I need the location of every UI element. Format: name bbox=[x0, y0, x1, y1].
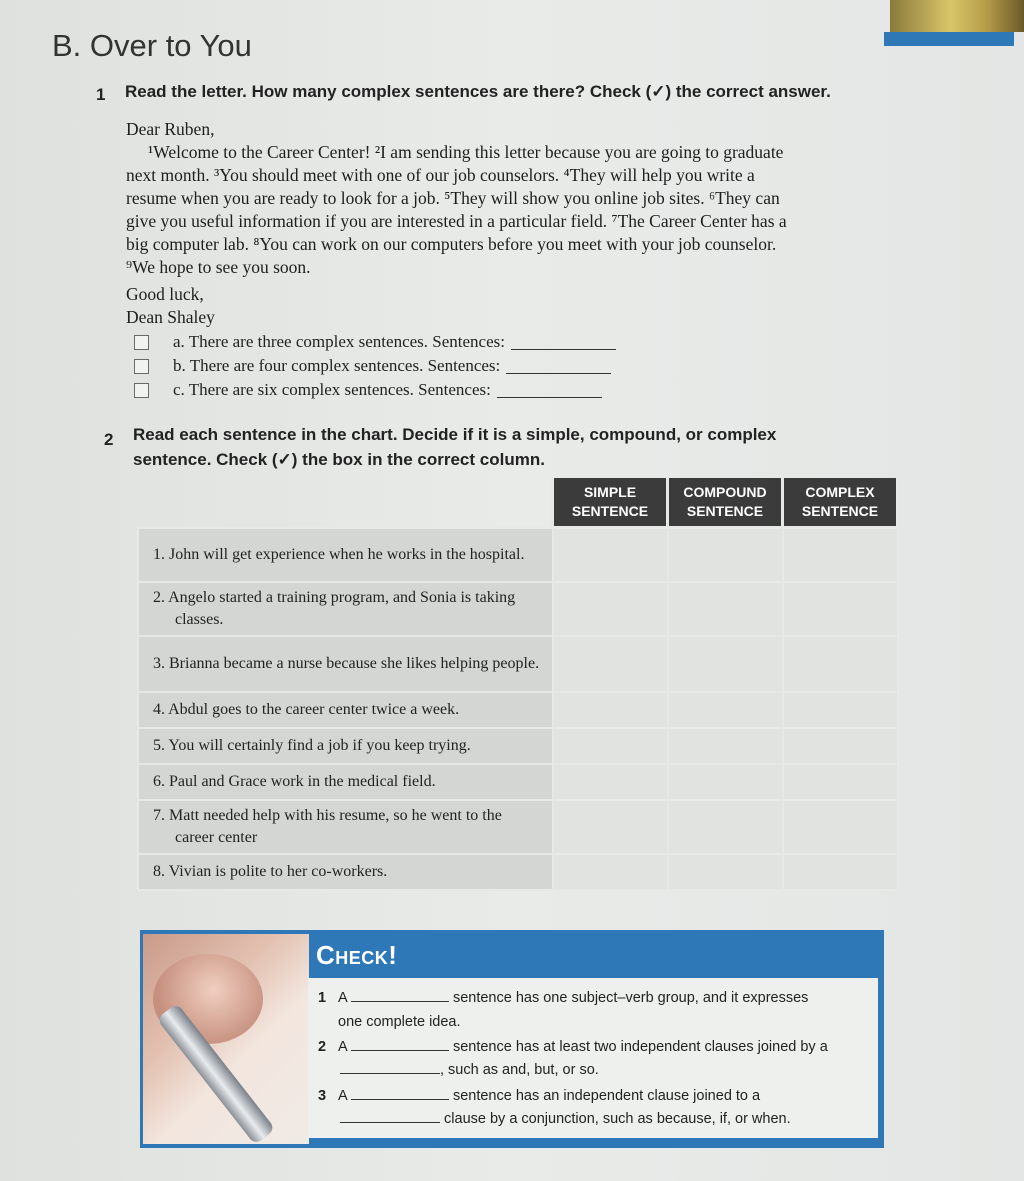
sentence-text: 5. You will certainly find a job if you keep trying. bbox=[153, 736, 471, 754]
compound-cell[interactable] bbox=[668, 728, 783, 764]
table-row bbox=[138, 528, 898, 582]
check-item-3: 3 A sentence has an independent clause joined to a bbox=[318, 1088, 761, 1104]
corner-photo bbox=[890, 0, 1024, 32]
simple-cell[interactable] bbox=[553, 764, 668, 800]
sentence-text: 1. John will get experience when he works in the hospital. bbox=[153, 545, 525, 563]
check-item-1-line2: one complete idea. bbox=[338, 1014, 461, 1030]
letter-line: ⁹We hope to see you soon. bbox=[126, 257, 311, 277]
option-b-checkbox[interactable] bbox=[134, 359, 149, 374]
question-1-number: 1 bbox=[96, 85, 106, 104]
complex-cell[interactable] bbox=[783, 582, 898, 636]
table-row bbox=[138, 692, 898, 728]
question-2-prompt-line1: Read each sentence in the chart. Decide if it is a simple, compound, or complex bbox=[133, 425, 777, 444]
sentence-text: 6. Paul and Grace work in the medical field. bbox=[153, 772, 436, 790]
complex-cell[interactable] bbox=[783, 854, 898, 890]
simple-cell[interactable] bbox=[553, 636, 668, 692]
check-2-blank-2[interactable] bbox=[340, 1061, 440, 1074]
corner-accent-bar bbox=[884, 32, 1014, 46]
table-row bbox=[138, 854, 898, 890]
complex-cell[interactable] bbox=[783, 800, 898, 854]
complex-cell[interactable] bbox=[783, 728, 898, 764]
letter-greeting: Dear Ruben, bbox=[126, 119, 215, 139]
option-a-checkbox[interactable] bbox=[134, 335, 149, 350]
section-title: B. Over to You bbox=[52, 28, 252, 63]
check-3-blank[interactable] bbox=[351, 1087, 449, 1100]
check-2-blank[interactable] bbox=[351, 1038, 449, 1051]
check-item-2-line2: , such as and, but, or so. bbox=[340, 1060, 599, 1080]
complex-cell[interactable] bbox=[783, 692, 898, 728]
compound-cell[interactable] bbox=[668, 582, 783, 636]
check-item-3-line2: clause by a conjunction, such as because, if, or when. bbox=[340, 1109, 791, 1129]
simple-cell[interactable] bbox=[553, 800, 668, 854]
letter-line: give you useful information if you are interested in a particular field. ⁷The Career Center has a bbox=[126, 211, 787, 231]
question-1-prompt: Read the letter. How many complex sentences are there? Check (✓) the correct answer. bbox=[125, 82, 831, 101]
check-item-2: 2 A sentence has at least two independent clauses joined by a bbox=[318, 1039, 828, 1055]
option-a-label: a. There are three complex sentences. Sentences: bbox=[173, 332, 505, 351]
letter-line: resume when you are ready to look for a job. ⁵They will show you online job sites. ⁶They can bbox=[126, 188, 780, 208]
compound-cell[interactable] bbox=[668, 636, 783, 692]
table-row bbox=[138, 728, 898, 764]
check-title: Check! bbox=[316, 940, 398, 970]
option-c-blank[interactable] bbox=[497, 383, 602, 398]
check-3-blank-2[interactable] bbox=[340, 1110, 440, 1123]
compound-cell[interactable] bbox=[668, 528, 783, 582]
sentence-text: 4. Abdul goes to the career center twice a week. bbox=[153, 700, 460, 718]
simple-cell[interactable] bbox=[553, 528, 668, 582]
check-item-1: 1 A sentence has one subject–verb group, and it expresses bbox=[318, 990, 809, 1006]
letter bbox=[126, 118, 886, 329]
check-content bbox=[308, 978, 878, 1138]
compound-cell[interactable] bbox=[668, 692, 783, 728]
compound-cell[interactable] bbox=[668, 800, 783, 854]
letter-line: big computer lab. ⁸You can work on our computers before you meet with your job counselor. bbox=[126, 234, 777, 254]
option-b-label: b. There are four complex sentences. Sentences: bbox=[173, 356, 501, 375]
sentence-text: 7. Matt needed help with his resume, so he went to the career center bbox=[153, 806, 502, 846]
simple-cell[interactable] bbox=[553, 728, 668, 764]
table-row bbox=[138, 636, 898, 692]
header-complex: COMPLEX SENTENCE bbox=[783, 478, 898, 528]
complex-cell[interactable] bbox=[783, 636, 898, 692]
table-row bbox=[138, 800, 898, 854]
compound-cell[interactable] bbox=[668, 854, 783, 890]
simple-cell[interactable] bbox=[553, 692, 668, 728]
sentence-text: 2. Angelo started a training program, and Sonia is taking classes. bbox=[153, 588, 516, 628]
chart-header-row bbox=[138, 478, 898, 528]
header-simple: SIMPLE SENTENCE bbox=[553, 478, 668, 528]
letter-line: ¹Welcome to the Career Center! ²I am sending this letter because you are going to graduate bbox=[148, 142, 784, 162]
option-c-checkbox[interactable] bbox=[134, 383, 149, 398]
pen-writing-photo bbox=[143, 934, 309, 1144]
option-a-blank[interactable] bbox=[511, 335, 616, 350]
compound-cell[interactable] bbox=[668, 764, 783, 800]
letter-signature: Dean Shaley bbox=[126, 307, 215, 327]
simple-cell[interactable] bbox=[553, 582, 668, 636]
question-2-prompt-line2: sentence. Check (✓) the box in the correct column. bbox=[133, 450, 545, 469]
option-b-blank[interactable] bbox=[506, 359, 611, 374]
option-c bbox=[134, 378, 616, 402]
complex-cell[interactable] bbox=[783, 528, 898, 582]
sentence-text: 3. Brianna became a nurse because she likes helping people. bbox=[153, 654, 540, 672]
question-2-number: 2 bbox=[104, 430, 114, 449]
answer-options bbox=[134, 330, 616, 402]
table-row bbox=[138, 764, 898, 800]
complex-cell[interactable] bbox=[783, 764, 898, 800]
letter-line: next month. ³You should meet with one of our job counselors. ⁴They will help you write a bbox=[126, 165, 755, 185]
header-compound: COMPOUND SENTENCE bbox=[668, 478, 783, 528]
check-box bbox=[140, 930, 884, 1148]
option-b bbox=[134, 354, 616, 378]
sentence-text: 8. Vivian is polite to her co-workers. bbox=[153, 862, 388, 880]
table-row bbox=[138, 582, 898, 636]
option-c-label: c. There are six complex sentences. Sentences: bbox=[173, 380, 491, 399]
simple-cell[interactable] bbox=[553, 854, 668, 890]
letter-closing: Good luck, bbox=[126, 284, 204, 304]
check-1-blank[interactable] bbox=[351, 989, 449, 1002]
option-a bbox=[134, 330, 616, 354]
sentence-chart bbox=[137, 478, 899, 891]
